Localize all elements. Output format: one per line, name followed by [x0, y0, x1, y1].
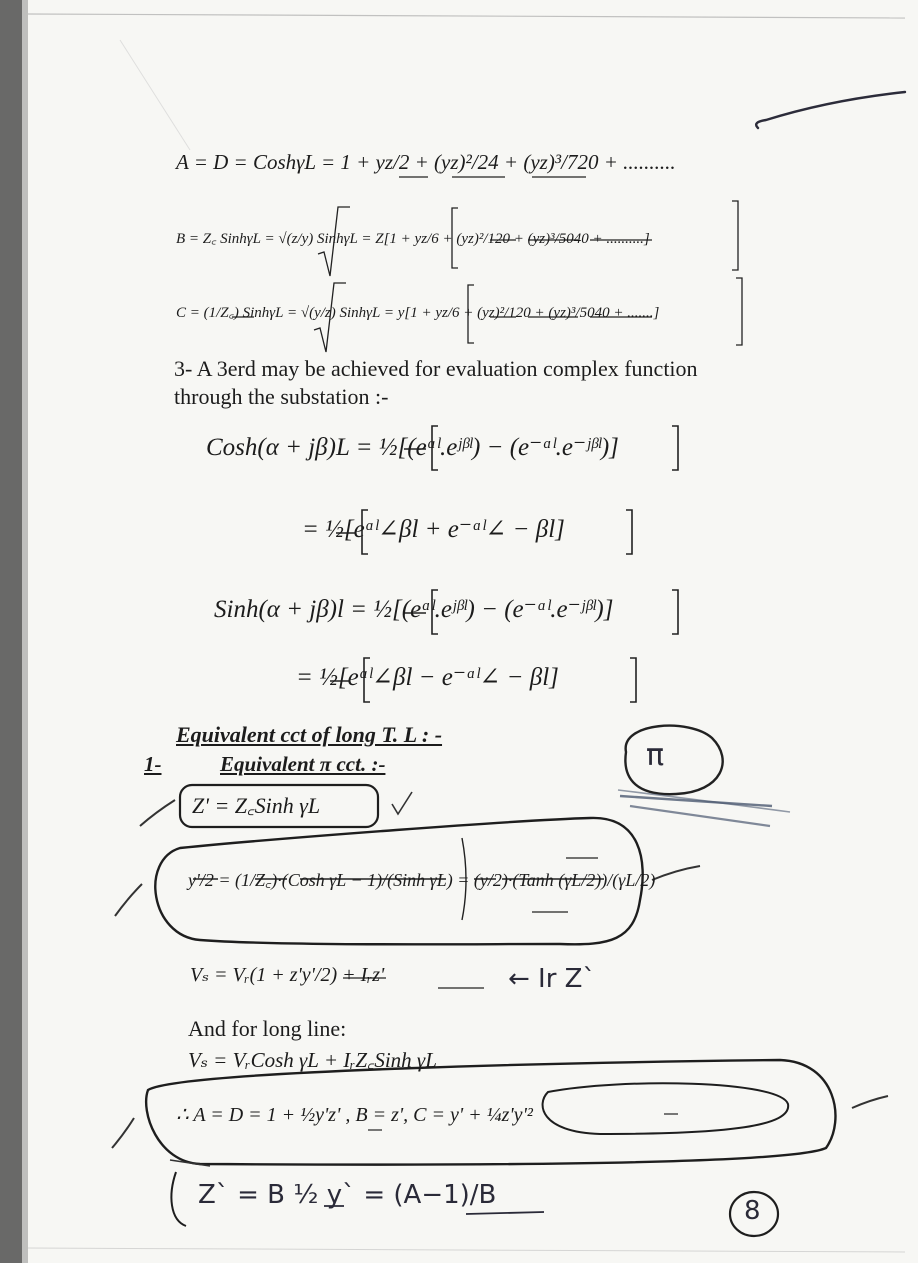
- equation-sinh: Sinh(α + jβ)l = ½[(eᵅˡ.eʲᵝˡ) − (e⁻ᵅˡ.e⁻ʲᵝˡ)]: [214, 596, 614, 623]
- equation-y-prime: y'/2 = (1/Z꜀)·(Cosh γL − 1)/(Sinh γL) = (y/2)·(Tanh (γL/2))/(γL/2): [188, 870, 656, 890]
- equation-vs-pi: Vₛ = Vᵣ(1 + z'y'/2) + Iᵣz': [190, 964, 385, 986]
- equation-z-prime: Z' = Z꜀Sinh γL: [192, 793, 321, 818]
- equation-b: B = Z꜀ SinhγL = √(z/y) SinhγL = Z[1 + yz/6 + (yz)²/120 + (yz)³/5040 + ..........]: [176, 231, 650, 247]
- equation-abcd-pi: ∴ A = D = 1 + ½y'z' , B = z', C = y' + ¼z'y'²: [176, 1104, 533, 1126]
- section-heading: Equivalent cct of long T. L : -: [176, 722, 443, 747]
- pi-symbol-handwritten: π: [646, 738, 665, 773]
- paragraph-line-2: through the substation :-: [174, 384, 389, 409]
- handwritten-bottom-note: Z` = B ½ y` = (A−1)/B: [198, 1180, 497, 1210]
- handwritten-ir-z-note: ← Ir Z`: [508, 964, 596, 994]
- equation-vs-long: Vₛ = VᵣCosh γL + IᵣZ꜀Sinh γL: [188, 1048, 437, 1072]
- page-number: 8: [744, 1196, 761, 1226]
- item-number: 1-: [144, 752, 162, 776]
- long-line-intro: And for long line:: [188, 1016, 347, 1041]
- equation-cosh: Cosh(α + jβ)L = ½[(eᵅˡ.eʲᵝˡ) − (e⁻ᵅˡ.e⁻ʲᵝˡ)]: [206, 434, 619, 461]
- equation-c: C = (1/Z꜀) SinhγL = √(y/z) SinhγL = y[1 + yz/6 + (yz)²/120 + (yz)³/5040 + .......]: [176, 305, 660, 321]
- paragraph-line-1: 3- A 3erd may be achieved for evaluation complex function: [174, 356, 698, 381]
- item-heading: Equivalent π cct. :-: [220, 752, 386, 776]
- equation-a-d: A = D = CoshγL = 1 + yz/2 + (yz)²/24 + (yz)³/720 + ..........: [176, 150, 676, 174]
- equation-cosh-polar: = ½[eᵅˡ∠βl + e⁻ᵅˡ∠ − βl]: [302, 516, 565, 543]
- equation-sinh-polar: = ½[eᵅˡ∠βl − e⁻ᵅˡ∠ − βl]: [296, 664, 559, 691]
